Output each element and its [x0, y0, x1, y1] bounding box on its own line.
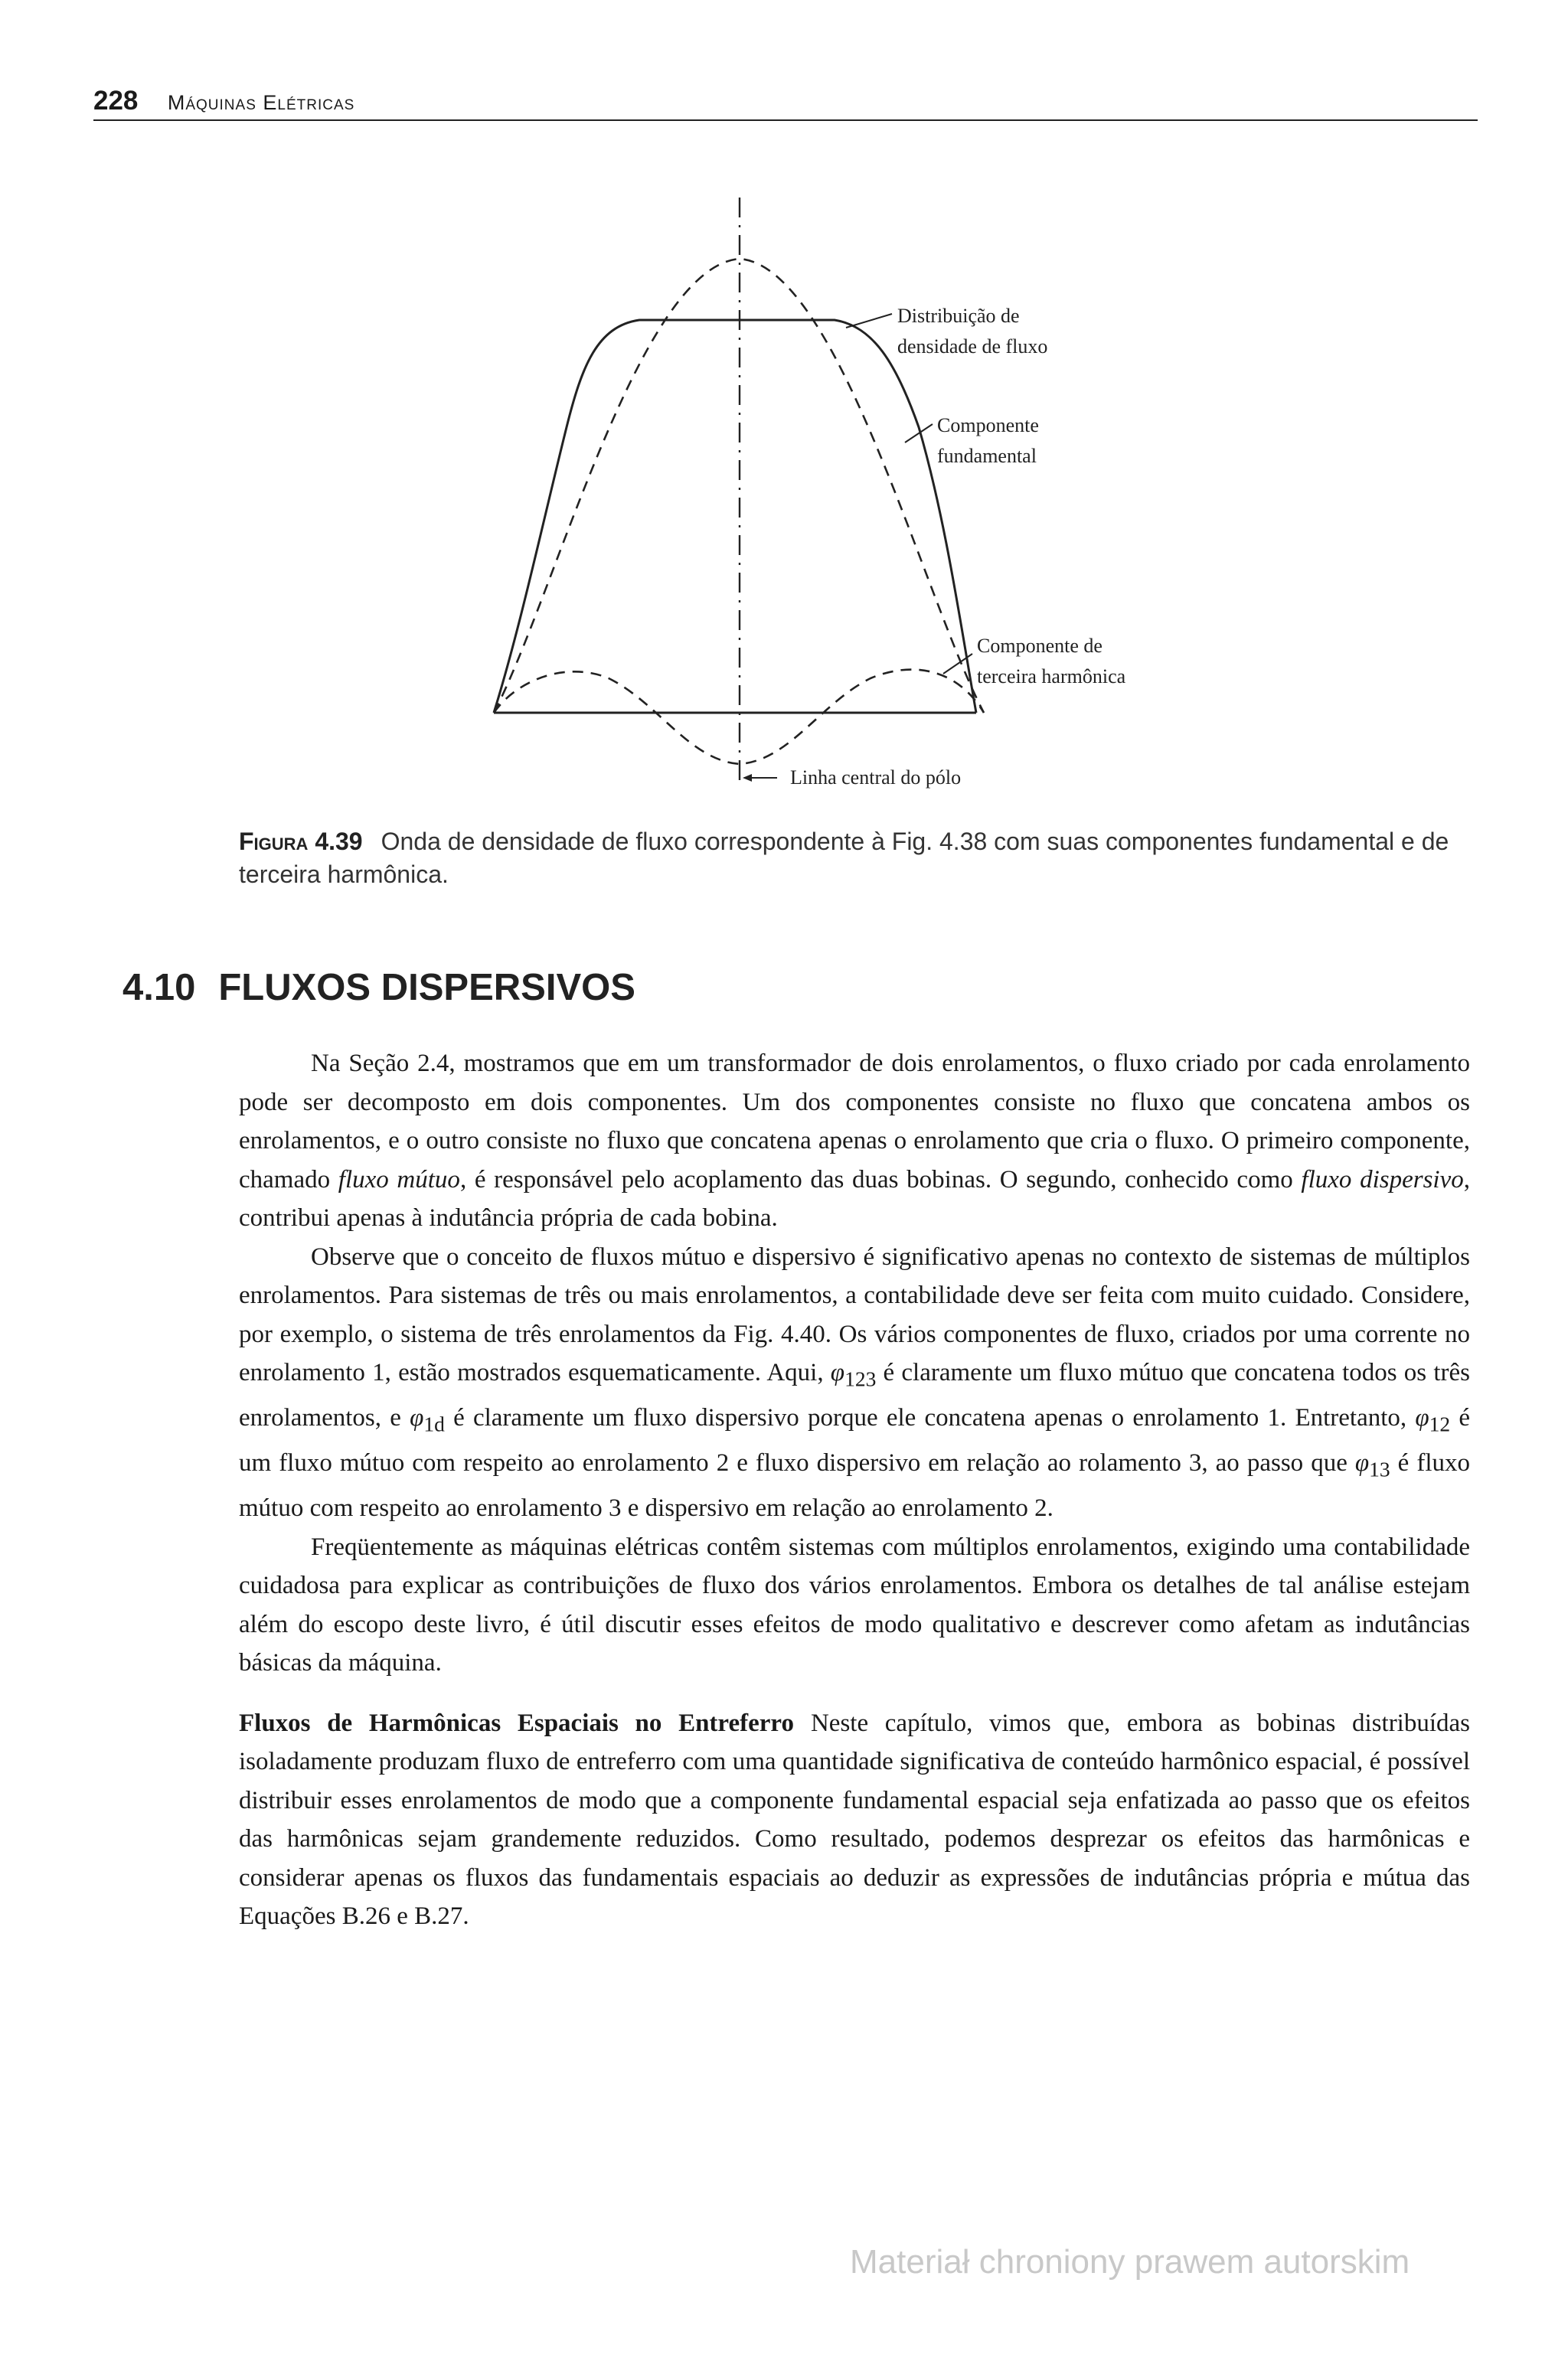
flux-density-diagram [475, 198, 1240, 802]
paragraph-3: Freqüentemente as máquinas elétricas contêm sistemas com múltiplos enrolamentos, exigindo uma contabilidade cuidadosa para explicar as contribuições de fluxo dos vários enrolamentos. Embora os detalhes de tal análise estejam além do escopo deste livro, é útil discutir esses efeitos de modo qualitativo e descrever como afetam as indutâncias básicas da máquina. [239, 1533, 1470, 1677]
label-third-harmonic-1: Componente de [977, 635, 1102, 657]
caption-text: Onda de densidade de fluxo correspondente à Fig. 4.38 com suas componentes fundamental e de terceira harmônica. [239, 828, 1449, 888]
symbol-phi: φ [1415, 1404, 1429, 1432]
label-flux-density-2: densidade de fluxo [897, 335, 1048, 358]
flux-density-figure [475, 198, 1240, 802]
arrowhead-centerline [743, 774, 752, 782]
figure-number: Figura 4.39 [239, 828, 363, 855]
paragraph-1 [239, 1044, 1470, 1238]
flux-density-curve [494, 320, 976, 713]
body-text [239, 1044, 1470, 1936]
page-header [93, 86, 1478, 121]
label-fundamental-2: fundamental [937, 445, 1037, 467]
p2-text-a: Observe que o conceito de fluxos mútuo e dispersivo é significativo apenas no contexto de sistemas de múltiplos enrolamentos. Para sistemas de três ou mais enrolamentos, a contabilidade deve ser feita com muito cuidado. Considere, por exemplo, o sistema de três enrolamentos da Fig. 4.40. Os vários componentes de fluxo, criados por uma corrente no enrolamento 1, estão mostrados esquematicamente. Aqui, [239, 1243, 1470, 1386]
label-fundamental-1: Componente [937, 414, 1039, 436]
paragraph-4 [239, 1704, 1470, 1936]
leader-flux-density [846, 314, 892, 328]
page-number: 228 [93, 86, 139, 116]
p1-text-b: , é responsável pelo acoplamento das duas bobinas. O segundo, conhecido como [459, 1165, 1302, 1194]
subscript-13: 13 [1369, 1457, 1390, 1481]
subscript-1d: 1d [423, 1412, 445, 1436]
third-harmonic-curve [494, 670, 984, 764]
section-number: 4.10 [122, 967, 196, 1008]
subscript-123: 123 [844, 1367, 877, 1391]
watermark: Materiał chroniony prawem autorskim [850, 2243, 1410, 2281]
label-third-harmonic-2: terceira harmônica [977, 665, 1126, 687]
term-leakage-flux: fluxo dispersivo [1301, 1165, 1464, 1194]
p1-text-c: , contribui apenas à indutância própria de cada bobina. [239, 1165, 1470, 1232]
subscript-12: 12 [1429, 1412, 1451, 1436]
paragraph-2 [239, 1238, 1470, 1528]
p2-text-d: é um fluxo mútuo com respeito ao enrolamento 2 e fluxo dispersivo em relação ao rolamento 3, ao passo que [239, 1404, 1470, 1478]
symbol-phi: φ [1354, 1449, 1370, 1478]
symbol-phi: φ [410, 1404, 424, 1432]
p2-text-b: é claramente um fluxo mútuo que concatena todos os três enrolamentos, e [239, 1359, 1470, 1432]
running-title: Máquinas Elétricas [167, 91, 355, 114]
p1-text-a: Na Seção 2.4, mostramos que em um transformador de dois enrolamentos, o fluxo criado por cada enrolamento pode ser decomposto em dois componentes. Um dos componentes consiste no fluxo que concatena ambos os enrolamentos, e o outro consiste no fluxo que concatena apenas o enrolamento que cria o fluxo. O primeiro componente, chamado [239, 1050, 1470, 1194]
run-in-heading: Fluxos de Harmônicas Espaciais no Entreferro [239, 1709, 794, 1737]
p4-text: Neste capítulo, vimos que, embora as bobinas distribuídas isoladamente produzam fluxo de entreferro com uma quantidade significativa de conteúdo harmônico espacial, é possível distribuir esses enrolamentos de modo que a componente fundamental espacial seja enfatizada ao passo que os efeitos das harmônicas sejam grandemente reduzidos. Como resultado, podemos desprezar os efeitos das harmônicas e considerar apenas os fluxos das fundamentais espaciais ao deduzir as expressões de indutâncias própria e mútua das Equações B.26 e B.27. [239, 1709, 1471, 1931]
figure-caption [239, 825, 1479, 891]
label-pole-centerline: Linha central do pólo [790, 766, 962, 789]
section-title: FLUXOS DISPERSIVOS [218, 967, 635, 1008]
symbol-phi: φ [830, 1359, 845, 1386]
term-mutual-flux: fluxo mútuo [338, 1165, 460, 1194]
section-heading [122, 966, 635, 1009]
p2-text-c: é claramente um fluxo dispersivo porque ele concatena apenas o enrolamento 1. Entretanto, [444, 1404, 1416, 1432]
label-flux-density-1: Distribuição de [897, 305, 1020, 327]
p2-text-e: é fluxo mútuo com respeito ao enrolamento 3 e dispersivo em relação ao enrolamento 2. [239, 1449, 1470, 1523]
